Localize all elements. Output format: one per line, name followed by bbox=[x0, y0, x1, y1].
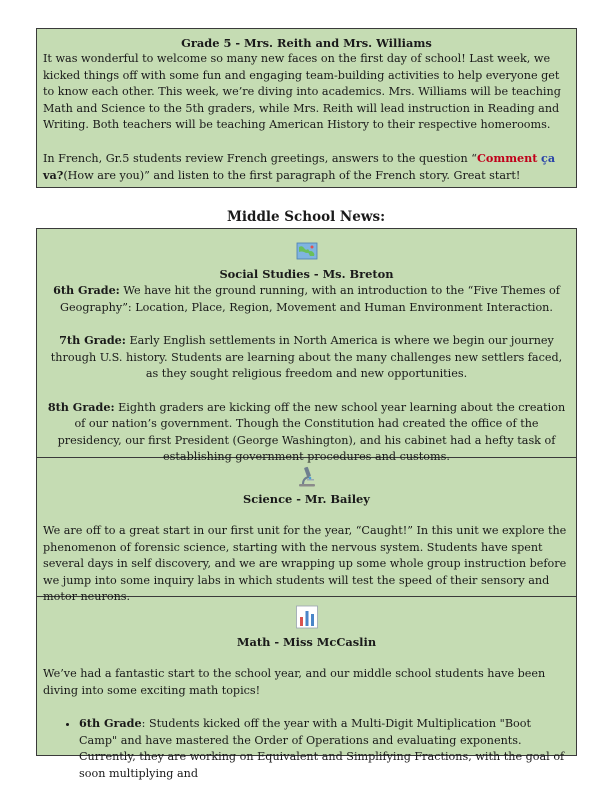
math-grade6-text: : Students kicked off the year with a Multi-Digit Multiplication "Boot Camp" and have mastered the Order of Operations and evaluating exponents. Currently, they are working on Equivalent and Simplifying Fractions, with the goal of soon multiplying and bbox=[79, 717, 565, 780]
social-studies-section bbox=[37, 229, 576, 463]
science-section bbox=[37, 458, 576, 603]
map-icon bbox=[295, 239, 319, 263]
middle-school-box bbox=[36, 228, 577, 780]
french-word-comment: Comment bbox=[476, 150, 538, 165]
grade5-title: Grade 5 - Mrs. Reith and Mrs. Williams bbox=[181, 36, 432, 50]
ss-grade7-label: 7th Grade: bbox=[59, 333, 126, 347]
math-bullet-grade6 bbox=[79, 715, 570, 782]
math-bullet-list bbox=[43, 715, 570, 782]
grade5-paragraph: It was wonderful to welcome so many new faces on the first day of school! Last week, we kicked things off with some fun and engaging team-building activities to help everyone get to know each other. This week, we’re diving into academics. Mrs. Williams will be teaching Math and Science to the 5th graders, while Mrs. Reith will lead instruction in Reading and Writing. Both teachers will be teaching American History to their respective homerooms. bbox=[43, 52, 561, 131]
french-text-after: (How are you)” and listen to the first paragraph of the French story. Great start! bbox=[63, 169, 521, 182]
microscope-icon bbox=[295, 464, 319, 488]
ss-grade8-label: 8th Grade: bbox=[47, 399, 115, 414]
science-text: We are off to a great start in our first unit for the year, “Caught!” In this unit we explore the phenomenon of forensic science, starting with the nervous system. Students have spent several days in self discovery, and we are wrapping up some whole group instruction before we jump into some inquiry labs in which students will test the speed of their sensory and motor neurons. bbox=[43, 524, 567, 603]
math-intro: We’ve had a fantastic start to the school year, and our middle school students have been diving into some exciting math topics! bbox=[43, 667, 546, 697]
ss-grade8 bbox=[43, 399, 570, 466]
math-title: Math - Miss McCaslin bbox=[236, 635, 377, 649]
ss-grade6 bbox=[43, 282, 570, 316]
ss-grade8-text: Eighth graders are kicking off the new school year learning about the creation of our nation’s government. Though the Constitution had created the office of the presidency, our first President (George Washington), and his cabinet had a hefty task of establishing government procedures and customs. bbox=[57, 400, 566, 463]
grade5-box bbox=[36, 28, 577, 188]
french-word-ca: ça bbox=[541, 150, 556, 165]
science-title: Science - Mr. Bailey bbox=[243, 492, 370, 506]
ss-grade6-text: We have hit the ground running, with an introduction to the “Five Themes of Geography”: Location, Place, Region, Movement and Human Environment Interaction. bbox=[60, 284, 560, 314]
math-grade6-label: 6th Grade bbox=[79, 716, 142, 730]
ss-grade7 bbox=[43, 332, 570, 383]
ss-grade7-text: Early English settlements in North America is where we begin our journey through U.S. history. Students are learning about the many challenges new settlers faced, as they sought religious freedom and new opportunities. bbox=[50, 334, 563, 380]
bar-chart-icon bbox=[295, 603, 319, 631]
social-studies-title: Social Studies - Ms. Breton bbox=[219, 267, 394, 281]
french-word-va: va? bbox=[43, 168, 64, 182]
grade5-french-paragraph bbox=[43, 150, 570, 185]
ss-grade6-label: 6th Grade: bbox=[53, 283, 120, 297]
french-text-before: In French, Gr.5 students review French greetings, answers to the question “ bbox=[43, 151, 477, 165]
middle-school-heading: Middle School News: bbox=[226, 209, 386, 225]
math-section bbox=[37, 597, 576, 780]
